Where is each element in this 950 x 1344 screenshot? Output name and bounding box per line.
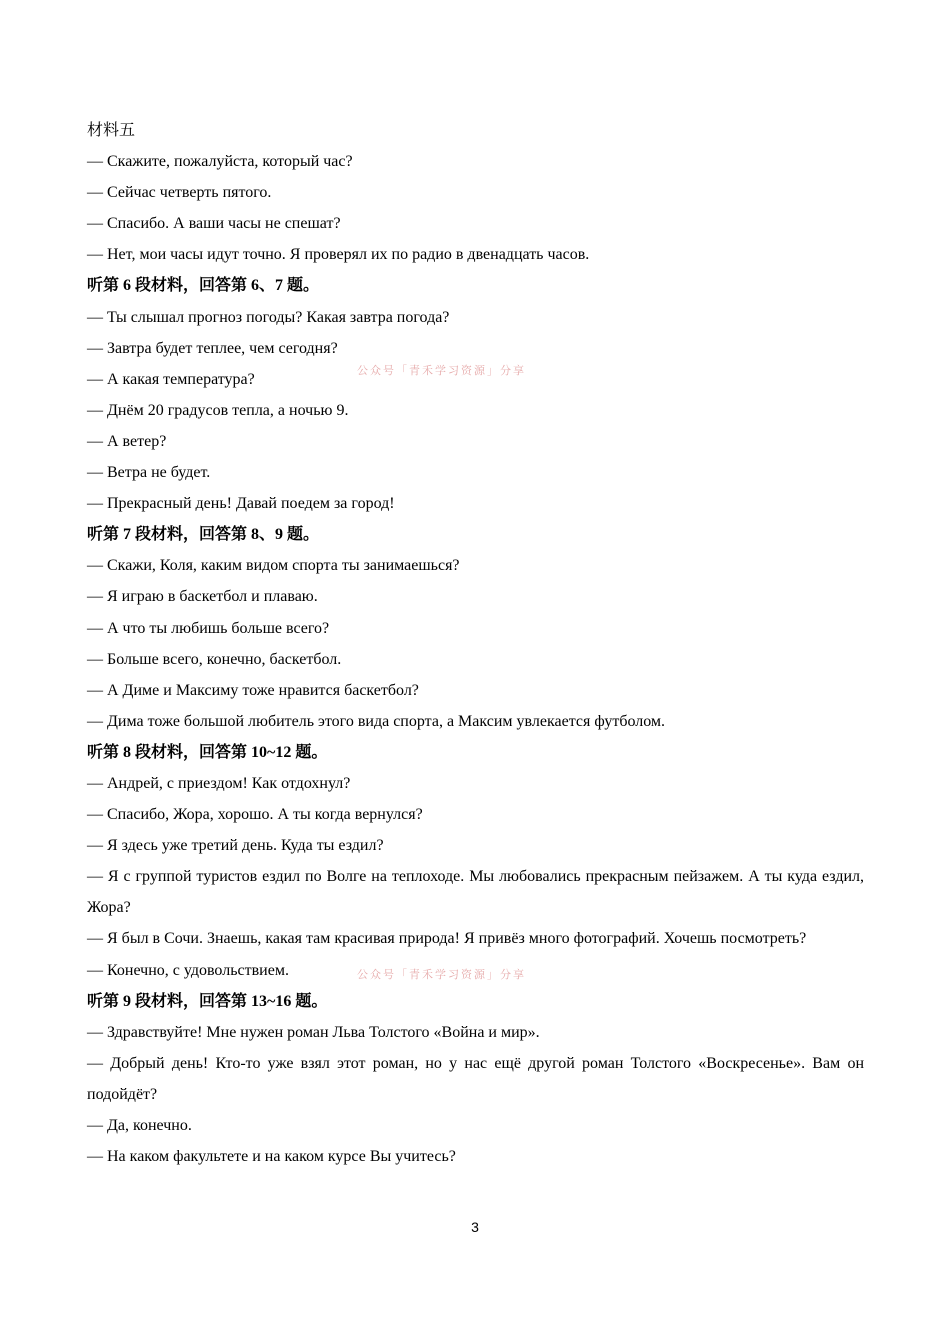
section-heading: 听第 7 段材料，回答第 8、9 题。: [87, 526, 320, 544]
watermark: 公众号「青禾学习资源」分享: [357, 364, 526, 377]
watermark: 公众号「青禾学习资源」分享: [357, 968, 526, 981]
dialogue-line: — А что ты любишь больше всего?: [87, 619, 330, 637]
dialogue-line: — Я здесь уже третий день. Куда ты ездил?: [87, 837, 384, 855]
dialogue-line: — А Диме и Максиму тоже нравится баскетбол?: [87, 681, 419, 699]
dialogue-line: — Спасибо, Жора, хорошо. А ты когда вернулся?: [87, 806, 423, 824]
dialogue-line: — Прекрасный день! Давай поедем за город!: [87, 495, 395, 513]
dialogue-line: — Ветра не будет.: [87, 464, 211, 482]
material-title: 材料五: [87, 122, 136, 139]
dialogue-line: — Скажи, Коля, каким видом спорта ты занимаешься?: [87, 557, 460, 575]
dialogue-line: — Больше всего, конечно, баскетбол.: [87, 650, 342, 668]
dialogue-line: — На каком факультете и на каком курсе Вы учитесь?: [87, 1148, 456, 1166]
dialogue-line: — Я был в Сочи. Знаешь, какая там красивая природа! Я привёз много фотографий. Хочешь посмотреть?: [87, 930, 807, 948]
dialogue-line: — Скажите, пожалуйста, который час?: [87, 153, 353, 171]
dialogue-line: — А какая температура?: [87, 370, 255, 388]
page-number: 3: [471, 1219, 479, 1235]
dialogue-line: — А ветер?: [87, 432, 167, 450]
dialogue-line: — Добрый день! Кто-то уже взял этот роман, но у нас ещё другой роман Толстого «Воскресенье». Вам он подойдёт?: [87, 1054, 864, 1103]
dialogue-line: — Здравствуйте! Мне нужен роман Льва Толстого «Война и мир».: [87, 1023, 540, 1041]
dialogue-line: — Ты слышал прогноз погоды? Какая завтра погода?: [87, 308, 450, 326]
dialogue-line: — Я играю в баскетбол и плаваю.: [87, 588, 318, 606]
section-heading: 听第 6 段材料，回答第 6、7 题。: [87, 277, 320, 295]
document-body: [87, 115, 864, 1172]
dialogue-line: — Дима тоже большой любитель этого вида спорта, а Максим увлекается футболом.: [87, 712, 666, 730]
dialogue-line: — Днём 20 градусов тепла, а ночью 9.: [87, 401, 349, 419]
dialogue-line: — Конечно, с удовольствием.: [87, 961, 289, 979]
section-heading: 听第 9 段材料，回答第 13~16 题。: [87, 992, 328, 1010]
dialogue-line: — Сейчас четверть пятого.: [87, 184, 272, 202]
dialogue-line: — Завтра будет теплее, чем сегодня?: [87, 339, 338, 357]
dialogue-line: — Андрей, с приездом! Как отдохнул?: [87, 774, 351, 792]
dialogue-line: — Спасибо. А ваши часы не спешат?: [87, 215, 341, 233]
dialogue-line: — Да, конечно.: [87, 1117, 192, 1134]
section-heading: 听第 8 段材料，回答第 10~12 题。: [87, 743, 328, 761]
dialogue-line: — Нет, мои часы идут точно. Я проверял их по радио в двенадцать часов.: [87, 246, 590, 264]
dialogue-line: — Я с группой туристов ездил по Волге на теплоходе. Мы любовались прекрасным пейзажем. А ты куда ездил, Жора?: [87, 868, 864, 917]
